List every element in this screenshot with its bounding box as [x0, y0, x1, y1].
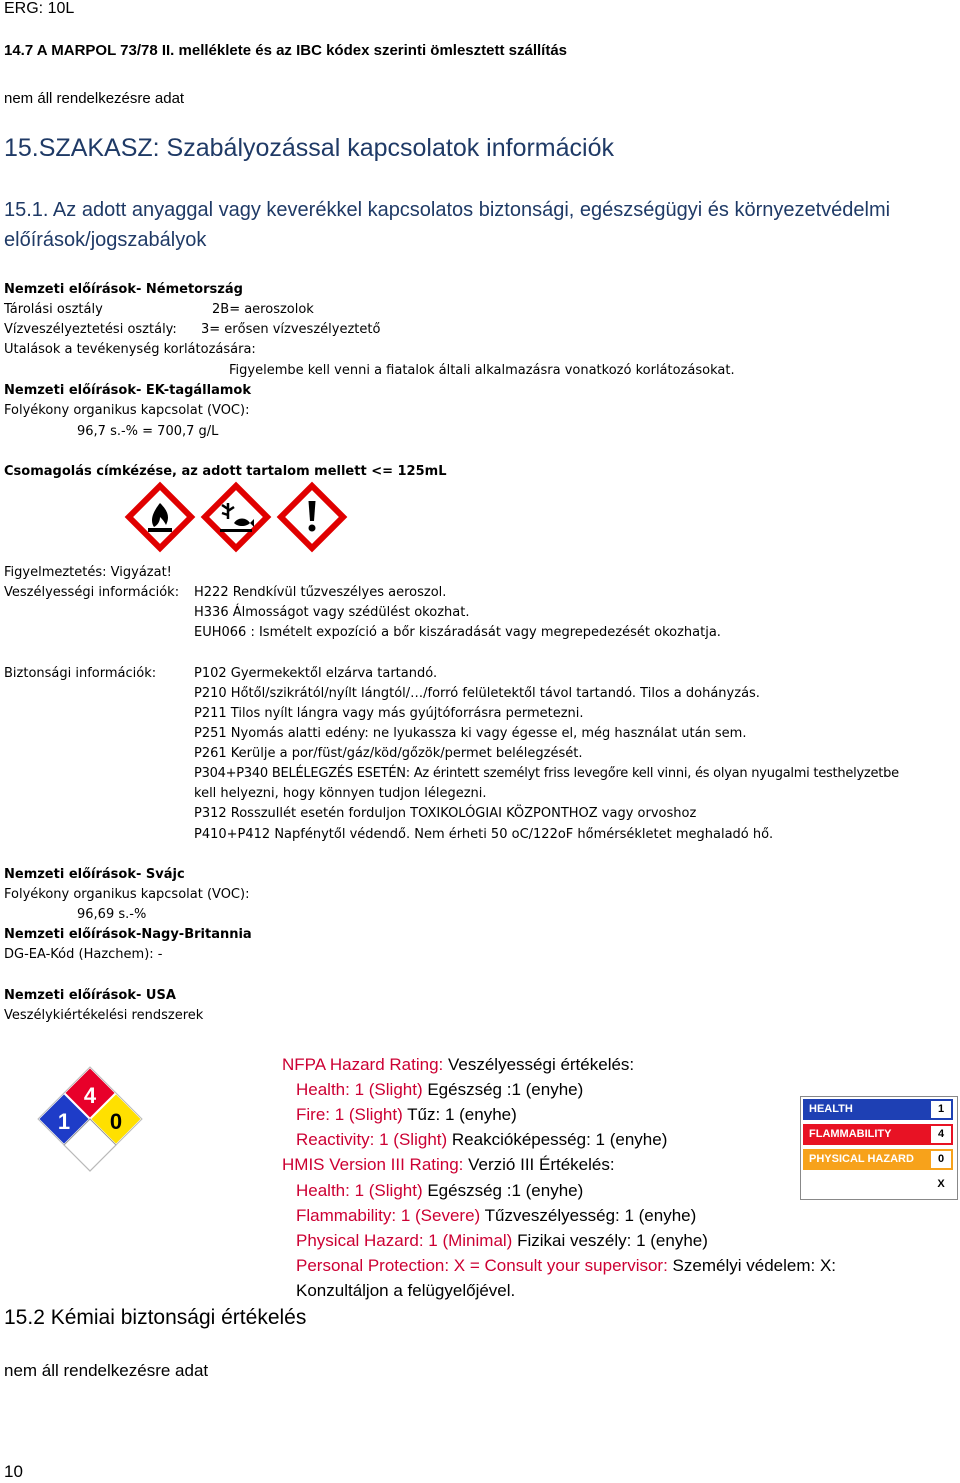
hmis-row-protection: X	[803, 1174, 953, 1195]
safety-line: P312 Rosszullét esetén forduljon TOXIKOLÓGIAI KÖZPONTHOZ vagy orvoshoz	[194, 806, 697, 821]
hmis-row-physical-hazard: PHYSICAL HAZARD 0	[803, 1149, 953, 1170]
nfpa-reactivity-value: 0	[109, 1109, 123, 1134]
safety-line: P102 Gyermekektől elzárva tartandó.	[194, 666, 438, 681]
safety-line: kell helyezni, hogy könnyen tudjon lélegezni.	[194, 786, 487, 801]
safety-line: P251 Nyomás alatti edény: ne lyukassza ki vagy égesse el, még használat után sem.	[194, 726, 747, 741]
hmis-row-health: HEALTH 1	[803, 1099, 953, 1120]
ch-voc-value: 96,69 s.-%	[77, 907, 147, 922]
section-15-2-value: nem áll rendelkezésre adat	[4, 1361, 209, 1380]
nfpa-health: Health: 1 (Slight) Egészség :1 (enyhe)	[296, 1080, 584, 1099]
marpol-heading: 14.7 A MARPOL 73/78 II. melléklete és az IBC kódex szerinti ömlesztett szállítás	[4, 42, 568, 59]
eu-heading: Nemzeti előírások- EK-tagállamok	[4, 383, 251, 398]
environment-pictogram	[200, 481, 272, 553]
uk-heading: Nemzeti előírások-Nagy-Britannia	[4, 927, 252, 942]
section-15-1-title: 15.1. Az adott anyaggal vagy keverékkel kapcsolatos biztonsági, egészségügyi és környezetvédelmi előírások/jogszabályok	[4, 199, 891, 251]
exclamation-pictogram	[276, 481, 348, 553]
storage-class-label: Tárolási osztály	[4, 302, 103, 317]
warning-text: Figyelmeztetés: Vigyázat!	[4, 565, 172, 580]
hazard-line: EUH066 : Ismételt expozíció a bőr kiszáradását vagy megrepedezését okozhatja.	[194, 625, 721, 640]
hazard-info-label: Veszélyességi információk:	[4, 585, 180, 600]
ch-voc-label: Folyékony organikus kapcsolat (VOC):	[4, 887, 250, 902]
storage-class-value: 2B= aeroszolok	[212, 302, 314, 317]
section-15-title: 15.SZAKASZ: Szabályozással kapcsolatok információk	[4, 134, 614, 162]
usa-heading: Nemzeti előírások- USA	[4, 988, 176, 1003]
safety-info-label: Biztonsági információk:	[4, 666, 157, 681]
usa-systems: Veszélykiértékelési rendszerek	[4, 1008, 204, 1023]
germany-heading: Nemzeti előírások- Németország	[4, 282, 243, 297]
hmis-flammability: Flammability: 1 (Severe) Tűzveszélyesség: 1 (enyhe)	[296, 1206, 697, 1225]
erg-code: ERG: 10L	[4, 0, 75, 17]
restriction-value: Figyelembe kell venni a fiatalok általi alkalmazásra vonatkozó korlátozásokat.	[229, 363, 735, 378]
page-number: 10	[4, 1462, 23, 1481]
water-hazard-value: 3= erősen vízveszélyeztető	[201, 322, 381, 337]
eu-voc-value: 96,7 s.-% = 700,7 g/L	[77, 424, 219, 439]
hazard-line: H336 Álmosságot vagy szédülést okozhat.	[194, 605, 470, 620]
hmis-row-flammability: FLAMMABILITY 4	[803, 1124, 953, 1145]
eu-voc-label: Folyékony organikus kapcsolat (VOC):	[4, 403, 250, 418]
flame-pictogram	[124, 481, 196, 553]
safety-line: P410+P412 Napfénytől védendő. Nem érheti 50 oC/122oF hőmérsékletet meghaladó hő.	[194, 827, 774, 842]
hmis-title: HMIS Version III Rating: Verzió III Értékelés:	[282, 1155, 615, 1174]
section-15-2-title: 15.2 Kémiai biztonsági értékelés	[4, 1306, 307, 1329]
hmis-protection: Personal Protection: X = Consult your supervisor: Személyi védelem: X:	[296, 1256, 837, 1275]
hmis-protection-line2: Konzultáljon a felügyelőjével.	[296, 1281, 516, 1300]
nfpa-reactivity: Reactivity: 1 (Slight) Reakcióképesség: 1 (enyhe)	[296, 1130, 668, 1149]
uk-dg-code: DG-EA-Kód (Hazchem): -	[4, 947, 163, 962]
nfpa-flammability-value: 4	[83, 1083, 97, 1108]
restriction-label: Utalások a tevékenység korlátozására:	[4, 342, 256, 357]
safety-line: P210 Hőtől/szikrától/nyílt lángtól/…/forró felületektől távol tartandó. Tilos a dohányzás.	[194, 686, 760, 701]
hmis-health: Health: 1 (Slight) Egészség :1 (enyhe)	[296, 1181, 584, 1200]
safety-line: P304+P340 BELÉLEGZÉS ESETÉN: Az érintett személyt friss levegőre kell vinni, és olyan nyugalmi testhelyzetbe	[194, 766, 899, 781]
nfpa-diamond	[33, 1063, 147, 1177]
hazard-line: H222 Rendkívül tűzveszélyes aeroszol.	[194, 585, 447, 600]
hmis-physical: Physical Hazard: 1 (Minimal) Fizikai veszély: 1 (enyhe)	[296, 1231, 708, 1250]
nfpa-health-value: 1	[57, 1109, 71, 1134]
switzerland-heading: Nemzeti előírások- Svájc	[4, 867, 185, 882]
packaging-heading: Csomagolás címkézése, az adott tartalom mellett <= 125mL	[4, 464, 447, 479]
safety-line: P211 Tilos nyílt lángra vagy más gyújtóforrásra permetezni.	[194, 706, 584, 721]
nfpa-fire: Fire: 1 (Slight) Tűz: 1 (enyhe)	[296, 1105, 517, 1124]
water-hazard-label: Vízveszélyeztetési osztály:	[4, 322, 177, 337]
safety-line: P261 Kerülje a por/füst/gáz/köd/gőzök/permet belélegzését.	[194, 746, 583, 761]
nfpa-title: NFPA Hazard Rating: Veszélyességi értékelés:	[282, 1055, 635, 1074]
marpol-value: nem áll rendelkezésre adat	[4, 90, 185, 107]
